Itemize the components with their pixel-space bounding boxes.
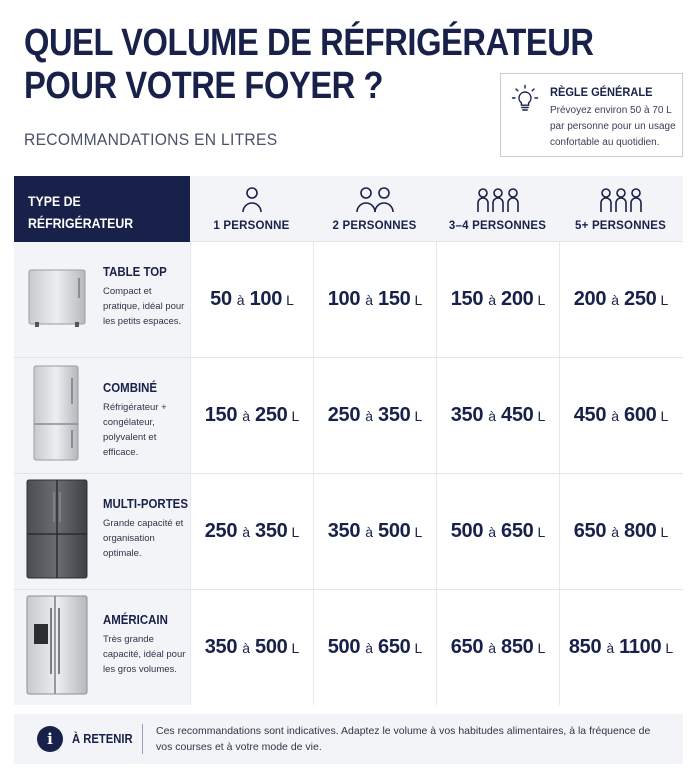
volume-unit: L [660, 523, 669, 540]
table-row [14, 358, 683, 473]
volume-cell [190, 358, 313, 473]
volume-max: 150 [378, 288, 411, 310]
range-connector: à [365, 291, 373, 308]
row-type-name: COMBINÉ [103, 380, 158, 395]
type-column-header [14, 176, 190, 242]
table-top-fridge-image [27, 268, 89, 330]
volume-max: 250 [255, 404, 288, 426]
table-row [14, 590, 683, 705]
general-rule-title: RÈGLE GÉNÉRALE [550, 85, 653, 99]
range-connector: à [611, 291, 619, 308]
range-connector: à [365, 523, 373, 540]
row-type-cell [14, 358, 190, 473]
column-header-label: 5+ PERSONNES [575, 220, 666, 232]
volume-unit: L [291, 407, 300, 424]
volume-cell [559, 474, 682, 589]
volume-min: 150 [450, 288, 484, 310]
row-type-name: TABLE TOP [103, 264, 167, 279]
column-header-label: 2 PERSONNES [332, 220, 417, 232]
volume-min: 150 [204, 404, 238, 426]
volume-min: 350 [204, 636, 238, 658]
row-type-description: Compact et pratique, idéal pour les petits espaces. [103, 286, 185, 327]
volume-max: 350 [255, 520, 288, 542]
volume-unit: L [414, 407, 423, 424]
general-rule-text: Prévoyez environ 50 à 70 L par personne pour un usage confortable au quotidien. [550, 105, 676, 148]
range-connector: à [488, 523, 496, 540]
row-type-cell [14, 590, 190, 705]
multi-door-fridge-image [25, 478, 89, 582]
column-header [436, 176, 559, 242]
volume-min: 850 [568, 636, 602, 658]
volume-min: 250 [327, 404, 361, 426]
volume-unit: L [537, 407, 546, 424]
volume-cell [559, 590, 682, 705]
range-connector: à [611, 407, 619, 424]
footer-note [14, 714, 683, 764]
volume-cell [313, 358, 436, 473]
volume-unit: L [665, 639, 674, 656]
volume-max: 600 [624, 404, 657, 426]
volume-min: 350 [450, 404, 484, 426]
range-connector: à [242, 523, 250, 540]
footer-text: Ces recommandations sont indicatives. Adaptez le volume à vos habitudes alimentaires, à la fréquence de vos courses et à votre mode de vie. [156, 725, 651, 753]
column-header [313, 176, 436, 242]
row-type-name: AMÉRICAIN [103, 612, 168, 627]
footer-divider [142, 724, 143, 754]
range-connector: à [365, 639, 373, 656]
volume-max: 650 [501, 520, 534, 542]
range-connector: à [242, 639, 250, 656]
volume-cell [190, 590, 313, 705]
volume-min: 200 [573, 288, 607, 310]
volume-max: 850 [501, 636, 534, 658]
row-type-cell [14, 242, 190, 357]
range-connector: à [606, 639, 615, 656]
row-type-cell [14, 474, 190, 589]
range-connector: à [488, 639, 496, 656]
volume-min: 650 [573, 520, 607, 542]
page-title-line-2: POUR VOTRE FOYER ? [24, 65, 384, 107]
volume-max: 650 [378, 636, 411, 658]
volume-max: 1100 [619, 636, 662, 658]
volume-unit: L [414, 291, 423, 308]
three-people-icon [475, 186, 521, 214]
info-icon: i [37, 726, 63, 752]
volume-cell [559, 358, 682, 473]
two-people-icon [355, 186, 395, 214]
volume-cell [313, 242, 436, 357]
column-header-label: 3–4 PERSONNES [448, 220, 547, 232]
footer-label: À RETENIR [72, 732, 133, 746]
type-header-line-2: RÉFRIGÉRATEUR [28, 215, 134, 231]
volume-table [14, 176, 683, 706]
volume-cell [190, 474, 313, 589]
combi-fridge-image [30, 364, 82, 464]
volume-cell [313, 590, 436, 705]
range-connector: à [611, 523, 619, 540]
volume-max: 450 [501, 404, 534, 426]
volume-cell [436, 242, 559, 357]
column-header-label: 1 PERSONNE [213, 220, 290, 232]
volume-unit: L [660, 407, 669, 424]
table-row [14, 474, 683, 589]
volume-min: 250 [204, 520, 238, 542]
volume-unit: L [537, 639, 546, 656]
volume-unit: L [414, 639, 423, 656]
volume-cell [190, 242, 313, 357]
range-connector: à [488, 291, 496, 308]
range-connector: à [242, 407, 250, 424]
row-type-name: MULTI-PORTES [103, 496, 188, 511]
volume-unit: L [291, 523, 300, 540]
volume-max: 800 [624, 520, 657, 542]
american-fridge-image [25, 594, 89, 698]
page-title [24, 22, 594, 108]
row-type-description: Grande capacité et organisation optimale. [103, 518, 184, 559]
volume-min: 500 [327, 636, 361, 658]
volume-max: 350 [378, 404, 411, 426]
column-header [190, 176, 313, 242]
volume-unit: L [291, 639, 300, 656]
group-icon [598, 186, 644, 214]
person-icon [241, 186, 263, 214]
volume-min: 500 [450, 520, 484, 542]
range-connector: à [488, 407, 496, 424]
range-connector: à [365, 407, 373, 424]
row-type-description: Très grande capacité, idéal pour les gros volumes. [103, 634, 186, 675]
range-connector: à [236, 291, 245, 308]
volume-max: 500 [378, 520, 411, 542]
volume-max: 200 [501, 288, 534, 310]
volume-cell [559, 242, 682, 357]
volume-unit: L [660, 291, 669, 308]
volume-min: 350 [327, 520, 361, 542]
volume-min: 650 [450, 636, 484, 658]
lightbulb-icon [511, 84, 539, 114]
volume-cell [436, 474, 559, 589]
volume-max: 500 [255, 636, 288, 658]
page-title-line-1: QUEL VOLUME DE RÉFRIGÉRATEUR [24, 22, 594, 64]
volume-min: 50 [210, 288, 232, 310]
volume-cell [436, 590, 559, 705]
row-type-description: Réfrigérateur + congélateur, polyvalent et efficace. [103, 402, 167, 458]
page-subtitle: RECOMMANDATIONS EN LITRES [24, 130, 278, 149]
volume-unit: L [414, 523, 423, 540]
volume-max: 250 [624, 288, 657, 310]
general-rule-box [500, 73, 683, 157]
volume-unit: L [537, 523, 546, 540]
volume-unit: L [286, 291, 294, 308]
volume-cell [313, 474, 436, 589]
table-row [14, 242, 683, 357]
type-header-line-1: TYPE DE [28, 193, 81, 209]
volume-min: 100 [327, 288, 361, 310]
column-header [559, 176, 682, 242]
volume-cell [436, 358, 559, 473]
volume-unit: L [537, 291, 546, 308]
volume-min: 450 [573, 404, 607, 426]
volume-max: 100 [249, 288, 283, 310]
